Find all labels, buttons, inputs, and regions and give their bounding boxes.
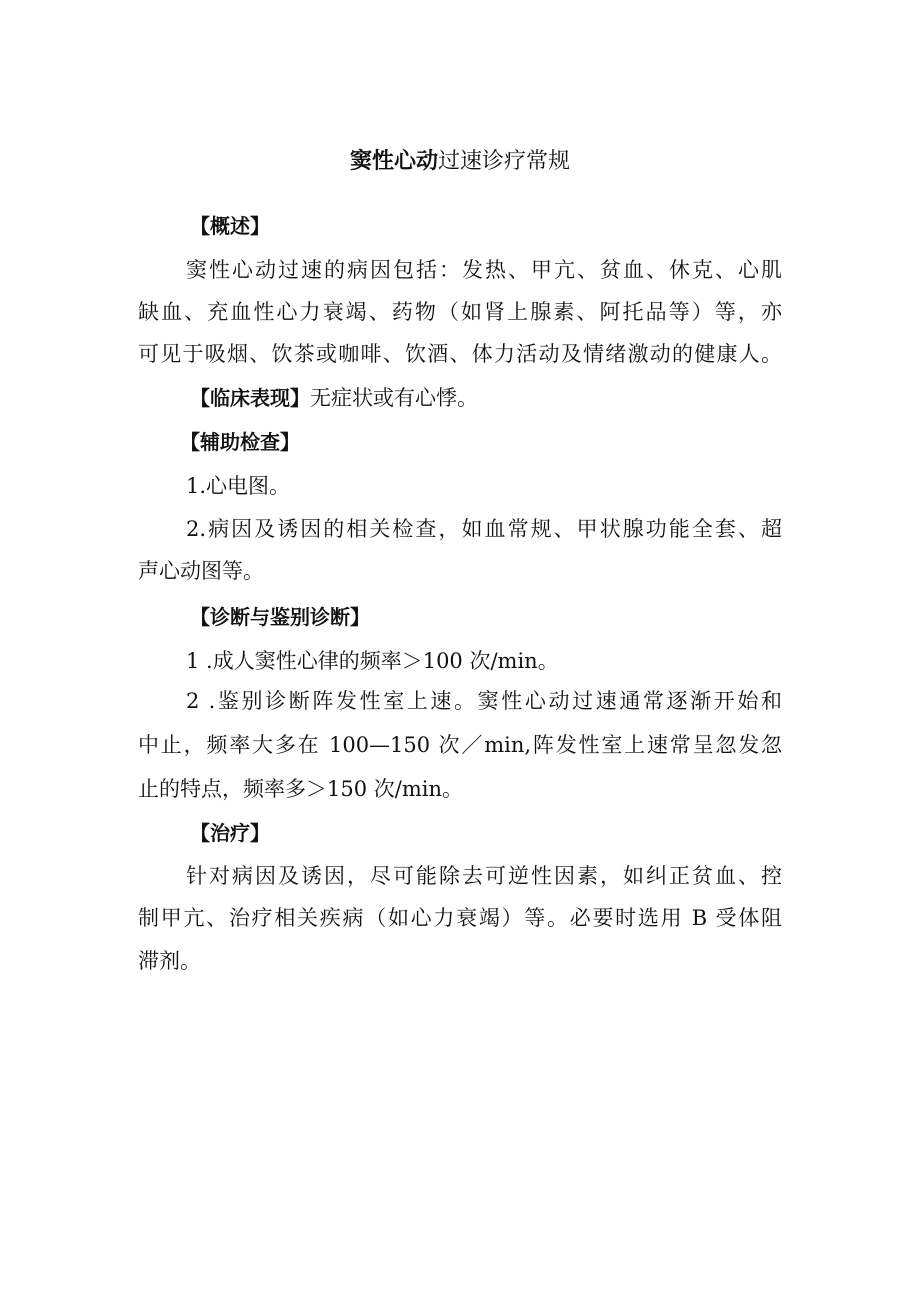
auxiliary-item-2-line-2: 声心动图等。 (138, 559, 264, 583)
title-normal-part: 过速诊疗常规 (438, 149, 571, 174)
treatment-line-3: 滞剂。 (138, 949, 201, 973)
auxiliary-heading: 【辅助检查】 (180, 430, 300, 454)
auxiliary-item-1: 1.心电图。 (186, 474, 291, 498)
diagnosis-item-1: 1 .成人窦性心律的频率＞100 次/min。 (186, 649, 559, 673)
diagnosis-item-2-line-2: 中止，频率大多在 100—150 次／min,阵发性室上速常呈忽发忽 (138, 733, 782, 757)
overview-line-2: 缺血、充血性心力衰竭、药物（如肾上腺素、阿托品等）等，亦 (138, 300, 782, 324)
overview-line-1: 窦性心动过速的病因包括：发热、甲亢、贫血、休克、心肌 (186, 258, 782, 282)
overview-heading: 【概述】 (190, 214, 270, 238)
auxiliary-item-2-line-1: 2.病因及诱因的相关检查，如血常规、甲状腺功能全套、超 (186, 517, 782, 541)
document-title (0, 146, 920, 178)
diagnosis-item-2-line-1: 2 .鉴别诊断阵发性室上速。窦性心动过速通常逐渐开始和 (186, 689, 782, 713)
clinical-paragraph (190, 383, 478, 413)
treatment-line-1: 针对病因及诱因，尽可能除去可逆性因素，如纠正贫血、控 (186, 864, 782, 888)
diagnosis-item-2-line-3: 止的特点，频率多＞150 次/min。 (138, 777, 463, 801)
overview-line-3: 可见于吸烟、饮茶或咖啡、饮酒、体力活动及情绪激动的健康人。 (138, 342, 782, 366)
treatment-line-2: 制甲亢、治疗相关疾病（如心力衰竭）等。必要时选用 B 受体阻 (138, 906, 782, 930)
clinical-heading: 【临床表现】 (190, 386, 310, 410)
diagnosis-heading: 【诊断与鉴别诊断】 (190, 605, 370, 629)
clinical-text: 无症状或有心悸。 (310, 386, 478, 410)
title-bold-part: 窦性心动 (349, 149, 438, 174)
treatment-heading: 【治疗】 (190, 821, 270, 845)
